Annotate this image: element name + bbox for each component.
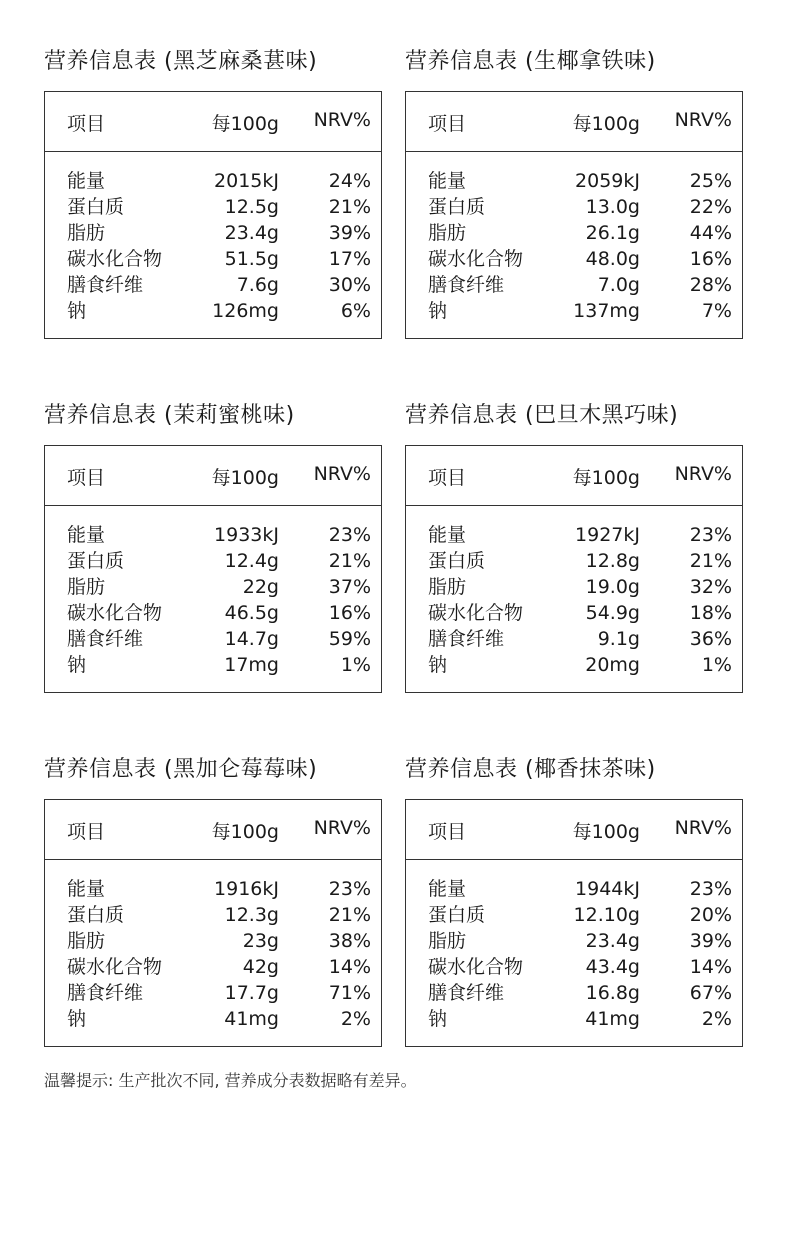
table-row (45, 522, 381, 548)
nutrition-table (44, 445, 382, 693)
nutrient-nrv: 22% (689, 196, 732, 218)
table-body (45, 876, 381, 1032)
panel-title: 营养信息表 (生椰拿铁味) (405, 49, 656, 74)
table-row (45, 272, 381, 298)
nutrient-name: 能量 (428, 170, 467, 192)
nutrient-value: 14.7g (224, 628, 279, 650)
table-header (45, 800, 381, 860)
nutrition-panel-black-sesame-mulberry (44, 47, 384, 322)
nutrient-value: 54.9g (585, 602, 640, 624)
nutrition-panel-coconut-latte (405, 47, 745, 322)
nutrient-nrv: 23% (328, 524, 371, 546)
table-row (45, 246, 381, 272)
header-nrv: NRV% (313, 817, 371, 839)
nutrient-value: 12.4g (224, 550, 279, 572)
nutrient-nrv: 17% (328, 248, 371, 270)
table-header (406, 800, 742, 860)
nutrient-nrv: 23% (689, 878, 732, 900)
nutrient-value: 51.5g (224, 248, 279, 270)
nutrition-table (405, 799, 743, 1047)
table-header (45, 446, 381, 506)
nutrient-name: 钠 (428, 1008, 448, 1030)
nutrition-table (44, 799, 382, 1047)
nutrient-nrv: 2% (701, 1008, 732, 1030)
nutrient-nrv: 16% (328, 602, 371, 624)
nutrient-value: 12.8g (585, 550, 640, 572)
nutrient-value: 20mg (585, 654, 640, 676)
nutrient-name: 膳食纤维 (428, 982, 505, 1004)
nutrient-name: 能量 (428, 524, 467, 546)
table-row (45, 980, 381, 1006)
nutrient-value: 48.0g (585, 248, 640, 270)
table-row (45, 168, 381, 194)
nutrient-value: 43.4g (585, 956, 640, 978)
nutrient-value: 41mg (224, 1008, 279, 1030)
nutrient-nrv: 71% (328, 982, 371, 1004)
nutrient-nrv: 14% (689, 956, 732, 978)
header-item: 项目 (428, 821, 467, 843)
nutrient-name: 蛋白质 (428, 196, 486, 218)
nutrient-value: 1927kJ (575, 524, 640, 546)
nutrient-nrv: 39% (328, 222, 371, 244)
nutrient-name: 蛋白质 (67, 904, 125, 926)
nutrient-name: 钠 (67, 300, 87, 322)
nutrient-value: 1916kJ (214, 878, 279, 900)
nutrient-name: 蛋白质 (428, 550, 486, 572)
nutrient-value: 12.3g (224, 904, 279, 926)
nutrient-name: 脂肪 (428, 930, 467, 952)
nutrient-name: 能量 (67, 524, 106, 546)
nutrient-nrv: 2% (340, 1008, 371, 1030)
nutrient-name: 钠 (428, 300, 448, 322)
nutrient-name: 膳食纤维 (428, 274, 505, 296)
header-nrv: NRV% (313, 463, 371, 485)
nutrient-nrv: 25% (689, 170, 732, 192)
header-item: 项目 (67, 467, 106, 489)
table-row (406, 928, 742, 954)
header-item: 项目 (67, 821, 106, 843)
table-row (406, 272, 742, 298)
nutrient-nrv: 14% (328, 956, 371, 978)
nutrient-nrv: 23% (689, 524, 732, 546)
nutrient-nrv: 36% (689, 628, 732, 650)
nutrient-nrv: 6% (340, 300, 371, 322)
nutrient-value: 2015kJ (214, 170, 279, 192)
nutrient-nrv: 20% (689, 904, 732, 926)
table-row (406, 954, 742, 980)
table-row (406, 600, 742, 626)
header-nrv: NRV% (674, 817, 732, 839)
panel-title: 营养信息表 (黑加仑莓莓味) (44, 757, 318, 782)
nutrient-name: 蛋白质 (67, 196, 125, 218)
nutrient-value: 23.4g (585, 930, 640, 952)
nutrition-panel-blackcurrant-berry (44, 755, 384, 1030)
table-header (45, 92, 381, 152)
nutrient-nrv: 21% (328, 904, 371, 926)
nutrient-name: 脂肪 (67, 930, 106, 952)
nutrient-name: 能量 (67, 170, 106, 192)
header-per100g: 每100g (572, 467, 640, 489)
nutrient-name: 膳食纤维 (428, 628, 505, 650)
nutrient-value: 22g (242, 576, 279, 598)
header-per100g: 每100g (572, 113, 640, 135)
nutrient-nrv: 28% (689, 274, 732, 296)
nutrient-value: 19.0g (585, 576, 640, 598)
nutrient-value: 1944kJ (575, 878, 640, 900)
nutrient-value: 46.5g (224, 602, 279, 624)
table-row (406, 902, 742, 928)
nutrient-value: 137mg (573, 300, 640, 322)
nutrient-name: 脂肪 (67, 576, 106, 598)
nutrient-name: 脂肪 (428, 222, 467, 244)
nutrition-panel-jasmine-peach (44, 401, 384, 676)
nutrient-value: 126mg (212, 300, 279, 322)
nutrient-name: 膳食纤维 (67, 982, 144, 1004)
table-body (406, 522, 742, 678)
nutrient-value: 17mg (224, 654, 279, 676)
nutrient-name: 钠 (428, 654, 448, 676)
table-row (406, 246, 742, 272)
nutrient-value: 17.7g (224, 982, 279, 1004)
header-per100g: 每100g (572, 821, 640, 843)
nutrient-value: 2059kJ (575, 170, 640, 192)
nutrient-name: 能量 (67, 878, 106, 900)
table-row (45, 574, 381, 600)
table-row (406, 626, 742, 652)
nutrient-name: 碳水化合物 (428, 248, 524, 270)
table-row (45, 876, 381, 902)
table-row (45, 600, 381, 626)
nutrient-nrv: 21% (689, 550, 732, 572)
table-row (406, 652, 742, 678)
nutrient-name: 膳食纤维 (67, 628, 144, 650)
table-row (45, 1006, 381, 1032)
nutrient-value: 42g (242, 956, 279, 978)
nutrient-value: 12.5g (224, 196, 279, 218)
nutrient-value: 23.4g (224, 222, 279, 244)
panel-title: 营养信息表 (巴旦木黑巧味) (405, 403, 679, 428)
table-row (406, 548, 742, 574)
table-row (406, 220, 742, 246)
nutrient-value: 7.6g (236, 274, 279, 296)
table-row (45, 548, 381, 574)
header-item: 项目 (428, 113, 467, 135)
nutrient-nrv: 16% (689, 248, 732, 270)
nutrition-table (405, 445, 743, 693)
table-row (406, 876, 742, 902)
nutrient-nrv: 1% (340, 654, 371, 676)
table-body (45, 168, 381, 324)
nutrient-name: 脂肪 (428, 576, 467, 598)
table-row (406, 194, 742, 220)
table-row (45, 626, 381, 652)
header-per100g: 每100g (211, 467, 279, 489)
footnote: 温馨提示: 生产批次不同, 营养成分表数据略有差异。 (44, 1071, 417, 1090)
nutrient-nrv: 24% (328, 170, 371, 192)
header-item: 项目 (67, 113, 106, 135)
nutrient-value: 23g (242, 930, 279, 952)
nutrient-name: 碳水化合物 (67, 956, 163, 978)
table-row (406, 168, 742, 194)
nutrient-value: 7.0g (597, 274, 640, 296)
nutrient-nrv: 38% (328, 930, 371, 952)
nutrient-value: 16.8g (585, 982, 640, 1004)
panel-title: 营养信息表 (椰香抹茶味) (405, 757, 656, 782)
table-row (45, 194, 381, 220)
nutrient-name: 蛋白质 (67, 550, 125, 572)
table-row (406, 574, 742, 600)
nutrient-name: 脂肪 (67, 222, 106, 244)
nutrient-value: 1933kJ (214, 524, 279, 546)
nutrient-name: 蛋白质 (428, 904, 486, 926)
nutrient-nrv: 30% (328, 274, 371, 296)
nutrient-name: 碳水化合物 (428, 956, 524, 978)
nutrient-nrv: 39% (689, 930, 732, 952)
nutrient-value: 41mg (585, 1008, 640, 1030)
table-body (406, 876, 742, 1032)
nutrient-name: 能量 (428, 878, 467, 900)
nutrient-nrv: 21% (328, 196, 371, 218)
nutrition-panel-coconut-matcha (405, 755, 745, 1030)
nutrient-nrv: 18% (689, 602, 732, 624)
table-row (45, 220, 381, 246)
table-body (45, 522, 381, 678)
nutrient-name: 钠 (67, 1008, 87, 1030)
table-row (406, 522, 742, 548)
table-row (45, 902, 381, 928)
nutrient-nrv: 21% (328, 550, 371, 572)
nutrient-value: 13.0g (585, 196, 640, 218)
nutrient-value: 12.10g (573, 904, 640, 926)
header-item: 项目 (428, 467, 467, 489)
header-per100g: 每100g (211, 821, 279, 843)
nutrition-table (405, 91, 743, 339)
table-row (406, 1006, 742, 1032)
table-row (406, 298, 742, 324)
panel-title: 营养信息表 (黑芝麻桑葚味) (44, 49, 318, 74)
nutrient-nrv: 67% (689, 982, 732, 1004)
table-header (406, 446, 742, 506)
nutrient-nrv: 44% (689, 222, 732, 244)
nutrient-name: 钠 (67, 654, 87, 676)
table-header (406, 92, 742, 152)
nutrient-nrv: 1% (701, 654, 732, 676)
header-nrv: NRV% (674, 109, 732, 131)
nutrition-panel-almond-dark-chocolate (405, 401, 745, 676)
nutrition-table (44, 91, 382, 339)
nutrient-value: 9.1g (597, 628, 640, 650)
nutrient-name: 碳水化合物 (428, 602, 524, 624)
nutrient-name: 膳食纤维 (67, 274, 144, 296)
nutrient-value: 26.1g (585, 222, 640, 244)
table-row (45, 652, 381, 678)
header-per100g: 每100g (211, 113, 279, 135)
nutrient-nrv: 37% (328, 576, 371, 598)
nutrient-nrv: 23% (328, 878, 371, 900)
table-row (406, 980, 742, 1006)
nutrient-nrv: 7% (701, 300, 732, 322)
nutrient-name: 碳水化合物 (67, 602, 163, 624)
nutrient-name: 碳水化合物 (67, 248, 163, 270)
table-row (45, 928, 381, 954)
table-row (45, 954, 381, 980)
table-body (406, 168, 742, 324)
header-nrv: NRV% (674, 463, 732, 485)
nutrient-nrv: 59% (328, 628, 371, 650)
table-row (45, 298, 381, 324)
header-nrv: NRV% (313, 109, 371, 131)
nutrient-nrv: 32% (689, 576, 732, 598)
panel-title: 营养信息表 (茉莉蜜桃味) (44, 403, 295, 428)
